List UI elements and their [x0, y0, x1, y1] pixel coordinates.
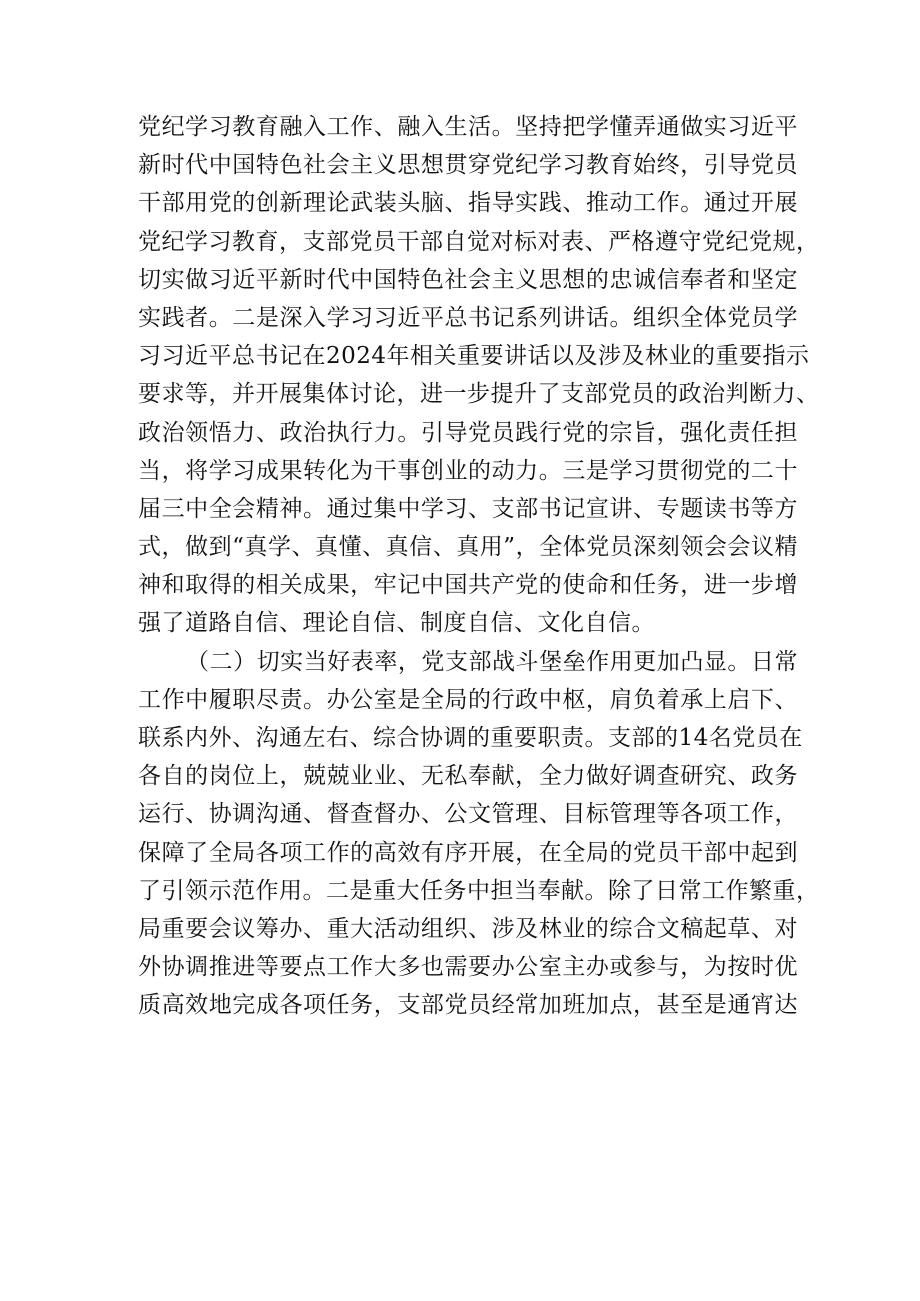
- text-line: 切实做习近平新时代中国特色社会主义思想的忠诚信奉者和坚定: [138, 266, 798, 293]
- text-line: 要求等，并开展集体讨论，进一步提升了支部党员的政治判断力、: [138, 381, 820, 408]
- text-line: 了引领示范作用。二是重大任务中担当奉献。除了日常工作繁重，: [138, 877, 820, 904]
- text-line: 联系内外、沟通左右、综合协调的重要职责。支部的14名党员在: [138, 725, 803, 751]
- text-line: 届三中全会精神。通过集中学习、支部书记宣讲、专题读书等方: [138, 495, 798, 522]
- paragraph-2: [138, 643, 820, 1025]
- text-line: 式，做到“真学、真懂、真信、真用”，全体党员深刻领会会议精: [138, 534, 798, 561]
- document-body: [138, 108, 820, 1025]
- text-line: 运行、协调沟通、督查督办、公文管理、目标管理等各项工作，: [138, 801, 798, 828]
- text-line: 干部用党的创新理论武装头脑、指导实践、推动工作。通过开展: [138, 190, 798, 217]
- text-line: 强了道路自信、理论自信、制度自信、文化自信。: [138, 610, 655, 637]
- paragraph-1: [138, 108, 820, 643]
- text-line: 神和取得的相关成果，牢记中国共产党的使命和任务，进一步增: [138, 572, 798, 599]
- text-line: 党纪学习教育融入工作、融入生活。坚持把学懂弄通做实习近平: [138, 114, 798, 140]
- text-line: 政治领悟力、政治执行力。引导党员践行党的宗旨，强化责任担: [138, 419, 798, 446]
- text-line: （二）切实当好表率，党支部战斗堡垒作用更加凸显。日常: [186, 648, 798, 675]
- text-line: 新时代中国特色社会主义思想贯穿党纪学习教育始终，引导党员: [138, 152, 798, 179]
- text-line: 外协调推进等要点工作大多也需要办公室主办或参与，为按时优: [138, 954, 798, 981]
- text-line: 质高效地完成各项任务，支部党员经常加班加点，甚至是通宵达: [138, 992, 798, 1019]
- text-line: 习习近平总书记在2024年相关重要讲话以及涉及林业的重要指示: [138, 343, 810, 370]
- text-line: 局重要会议筹办、重大活动组织、涉及林业的综合文稿起草、对: [138, 915, 798, 942]
- text-line: 当，将学习成果转化为干事创业的动力。三是学习贯彻党的二十: [138, 457, 798, 484]
- text-line: 各自的岗位上，兢兢业业、无私奉献，全力做好调查研究、政务: [138, 763, 798, 790]
- text-line: 工作中履职尽责。办公室是全局的行政中枢，肩负着承上启下、: [138, 686, 798, 713]
- text-line: 实践者。二是深入学习习近平总书记系列讲话。组织全体党员学: [138, 304, 798, 331]
- text-line: 保障了全局各项工作的高效有序开展，在全局的党员干部中起到: [138, 839, 798, 866]
- text-line: 党纪学习教育，支部党员干部自觉对标对表、严格遵守党纪党规，: [138, 228, 820, 255]
